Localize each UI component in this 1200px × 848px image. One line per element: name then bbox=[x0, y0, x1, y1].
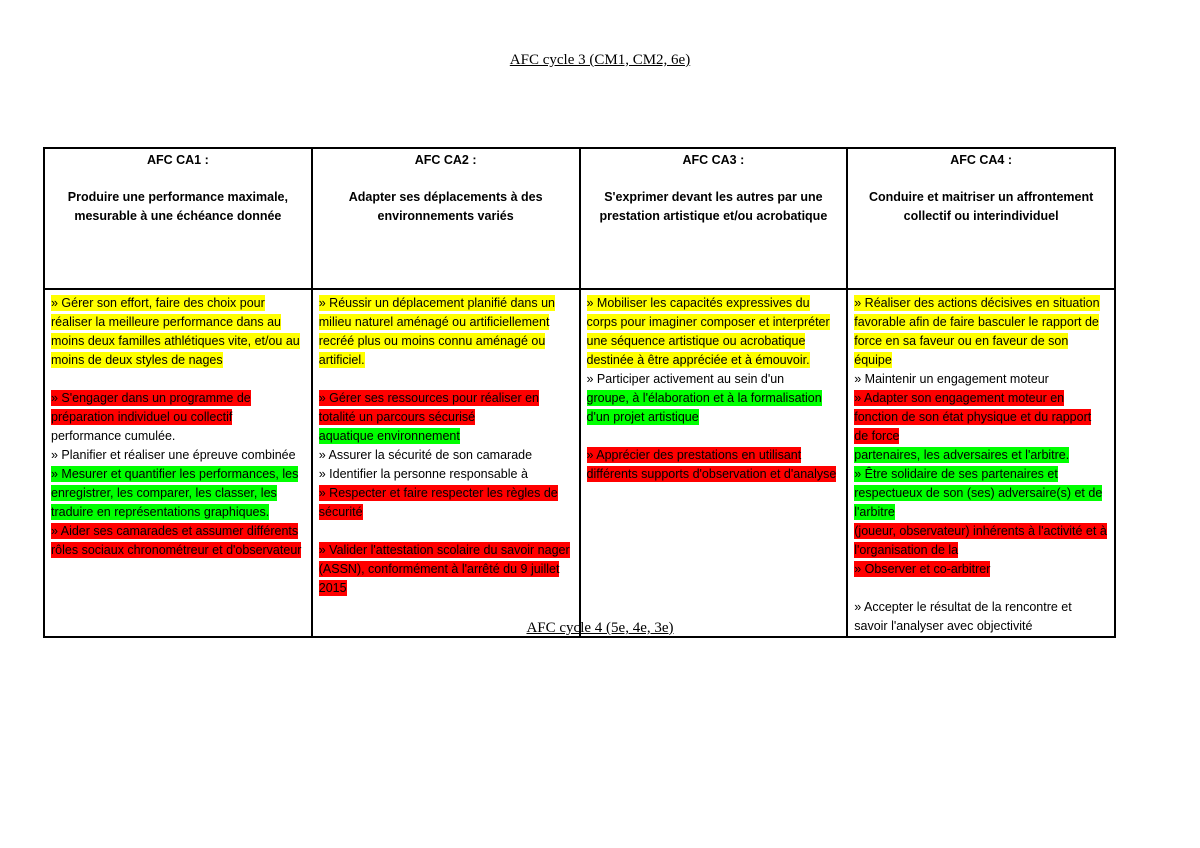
list-item-text: » Respecter et faire respecter les règles de sécurité bbox=[318, 486, 558, 519]
list-item-text: aquatique environnement bbox=[318, 429, 460, 443]
list-item-text: » Accepter le résultat de la rencontre et savoir l'analyser avec objectivité bbox=[854, 600, 1072, 633]
list-item bbox=[51, 389, 305, 427]
list-item bbox=[854, 522, 1108, 560]
list-item bbox=[854, 446, 1108, 465]
header-description: Conduire et maitriser un affrontement collectif ou interindividuel bbox=[868, 190, 1094, 223]
page-title: AFC cycle 3 (CM1, CM2, 6e) bbox=[509, 52, 691, 68]
list-item bbox=[587, 446, 841, 484]
list-item bbox=[319, 446, 573, 465]
content-cell-ca4 bbox=[847, 289, 1115, 637]
header-cell-ca4 bbox=[847, 148, 1115, 289]
list-item bbox=[854, 294, 1108, 370]
header-name: AFC CA1 : bbox=[146, 153, 209, 167]
list-item-text: » Assurer la sécurité de son camarade bbox=[318, 448, 533, 462]
header-description: Produire une performance maximale, mesurable à une échéance donnée bbox=[67, 190, 288, 223]
list-item-text: » Observer et co-arbitrer bbox=[854, 562, 991, 576]
list-item-text: » Mobiliser les capacités expressives du corps pour imaginer composer et interpréter une séquence artistique ou acrobatique destinée à être appréciée et à émouvoir. bbox=[586, 296, 830, 367]
list-item bbox=[319, 427, 573, 446]
list-item bbox=[587, 389, 841, 427]
list-item bbox=[587, 294, 841, 370]
list-item-text: » Apprécier des prestations en utilisant différents supports d'observation et d'analyse bbox=[586, 448, 837, 481]
header-cell-ca2 bbox=[312, 148, 580, 289]
table-body-row bbox=[44, 289, 1115, 637]
list-item bbox=[319, 294, 573, 370]
list-item bbox=[51, 427, 305, 446]
section-title-cycle4: AFC cycle 4 (5e, 4e, 3e) bbox=[526, 620, 674, 636]
list-item bbox=[51, 522, 305, 560]
table-header-row bbox=[44, 148, 1115, 289]
list-item-text: » Participer activement au sein d'un bbox=[586, 372, 785, 386]
header-description: Adapter ses déplacements à des environnements variés bbox=[348, 190, 543, 223]
list-item bbox=[854, 560, 1108, 579]
list-item-text: » Être solidaire de ses partenaires et respectueux de son (ses) adversaire(s) et de l'arbitre bbox=[854, 467, 1103, 519]
header-cell-ca3 bbox=[580, 148, 848, 289]
list-item bbox=[319, 484, 573, 522]
content-cell-ca2 bbox=[312, 289, 580, 637]
list-item-text: » Identifier la personne responsable à bbox=[318, 467, 528, 481]
list-item-text: (joueur, observateur) inhérents à l'activité et à l'organisation de la bbox=[854, 524, 1107, 557]
list-item-text: » Gérer son effort, faire des choix pour réaliser la meilleure performance dans au moins deux familles athlétiques vite, et/ou au moins de deux styles de nages bbox=[51, 296, 300, 367]
header-cell-ca1 bbox=[44, 148, 312, 289]
list-item-text: » Réussir un déplacement planifié dans un milieu naturel aménagé ou artificiellement recréé plus ou moins connu aménagé ou artificiel. bbox=[318, 296, 556, 367]
list-item-text: groupe, à l'élaboration et à la formalisation d'un projet artistique bbox=[586, 391, 822, 424]
list-item bbox=[51, 465, 305, 522]
header-name: AFC CA3 : bbox=[682, 153, 745, 167]
content-cell-ca3 bbox=[580, 289, 848, 637]
content-cell-ca1 bbox=[44, 289, 312, 637]
list-item bbox=[319, 541, 573, 598]
list-item bbox=[319, 465, 573, 484]
list-item-text: partenaires, les adversaires et l'arbitre. bbox=[854, 448, 1070, 462]
list-item bbox=[854, 370, 1108, 389]
list-item-text: performance cumulée. bbox=[51, 429, 176, 443]
list-item-text: » S'engager dans un programme de préparation individuel ou collectif bbox=[51, 391, 251, 424]
list-item-text: » Maintenir un engagement moteur bbox=[854, 372, 1049, 386]
list-item-text: » Aider ses camarades et assumer différents rôles sociaux chronométreur et d'observateur bbox=[51, 524, 302, 557]
list-item-text: » Mesurer et quantifier les performances, les enregistrer, les comparer, les classer, les traduire en représentations graphiques. bbox=[51, 467, 299, 519]
list-item bbox=[319, 389, 573, 427]
header-name: AFC CA2 : bbox=[414, 153, 477, 167]
list-item bbox=[51, 446, 305, 465]
list-item-text: » Planifier et réaliser une épreuve combinée bbox=[51, 448, 296, 462]
list-item bbox=[854, 465, 1108, 522]
list-item bbox=[854, 389, 1108, 446]
header-name: AFC CA4 : bbox=[950, 153, 1013, 167]
list-item-text: » Valider l'attestation scolaire du savoir nager (ASSN), conformément à l'arrêté du 9 juillet 2015 bbox=[318, 543, 570, 595]
list-item bbox=[587, 370, 841, 389]
list-item-text: » Gérer ses ressources pour réaliser en totalité un parcours sécurisé bbox=[318, 391, 539, 424]
list-item bbox=[51, 294, 305, 370]
header-description: S'exprimer devant les autres par une prestation artistique et/ou acrobatique bbox=[599, 190, 828, 223]
list-item-text: » Adapter son engagement moteur en fonction de son état physique et du rapport de force bbox=[854, 391, 1092, 443]
afc-table bbox=[43, 147, 1116, 638]
list-item-text: » Réaliser des actions décisives en situation favorable afin de faire basculer le rapport de force en sa faveur ou en faveur de son équipe bbox=[854, 296, 1100, 367]
